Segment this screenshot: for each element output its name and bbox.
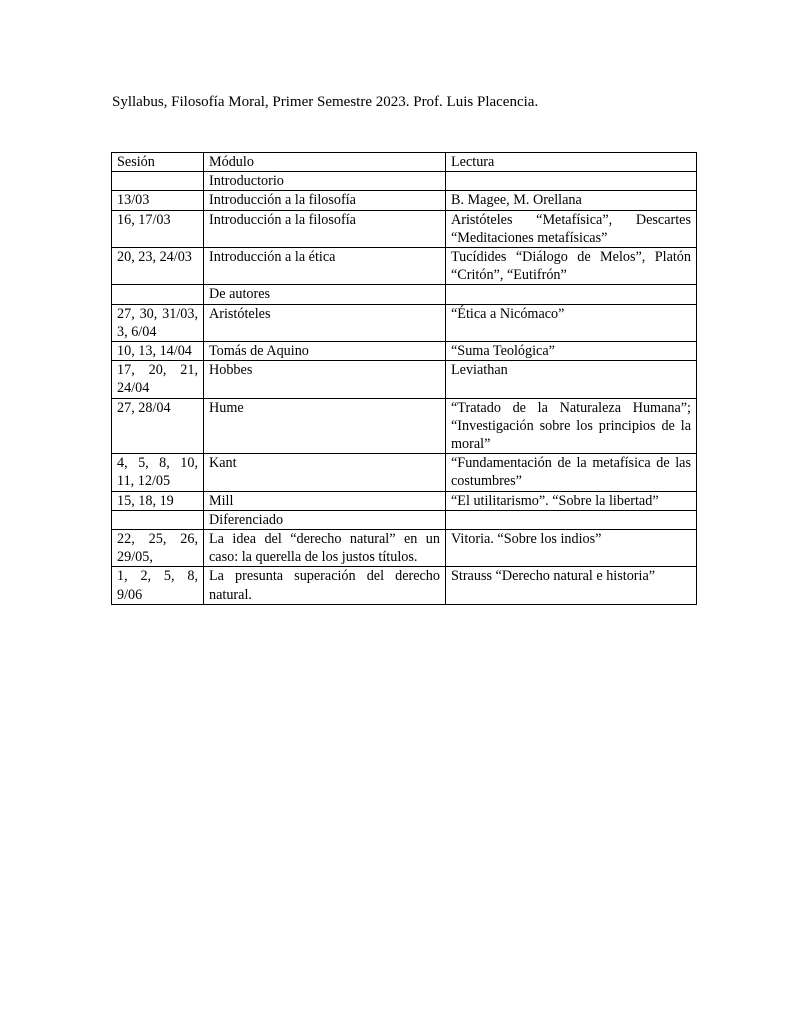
header-modulo: Módulo <box>204 153 446 172</box>
cell-modulo: Hume <box>204 398 446 454</box>
cell-modulo: La idea del “derecho natural” en un caso: la querella de los justos títulos. <box>204 530 446 567</box>
cell-modulo: Mill <box>204 491 446 510</box>
cell-lectura: “Tratado de la Naturaleza Humana”; “Investigación sobre los principios de la moral” <box>446 398 697 454</box>
table-row <box>112 172 697 191</box>
cell-lectura: “El utilitarismo”. “Sobre la libertad” <box>446 491 697 510</box>
cell-sesion: 4, 5, 8, 10, 11, 12/05 <box>112 454 204 491</box>
syllabus-table <box>111 152 697 605</box>
cell-lectura: Leviathan <box>446 361 697 398</box>
table-row <box>112 398 697 454</box>
cell-lectura <box>446 172 697 191</box>
table-row <box>112 304 697 341</box>
cell-sesion: 10, 13, 14/04 <box>112 342 204 361</box>
table-row <box>112 191 697 210</box>
cell-lectura: “Suma Teológica” <box>446 342 697 361</box>
cell-sesion: 27, 28/04 <box>112 398 204 454</box>
cell-lectura <box>446 510 697 529</box>
cell-sesion: 16, 17/03 <box>112 210 204 247</box>
table-row <box>112 491 697 510</box>
cell-modulo: Tomás de Aquino <box>204 342 446 361</box>
table-row <box>112 530 697 567</box>
cell-sesion: 13/03 <box>112 191 204 210</box>
cell-sesion: 15, 18, 19 <box>112 491 204 510</box>
cell-modulo: Diferenciado <box>204 510 446 529</box>
cell-lectura: Strauss “Derecho natural e historia” <box>446 567 697 604</box>
cell-lectura: Tucídides “Diálogo de Melos”, Platón “Critón”, “Eutifrón” <box>446 248 697 285</box>
cell-sesion <box>112 172 204 191</box>
cell-modulo: Introducción a la filosofía <box>204 210 446 247</box>
cell-modulo: Kant <box>204 454 446 491</box>
cell-lectura: “Ética a Nicómaco” <box>446 304 697 341</box>
table-row <box>112 567 697 604</box>
cell-sesion: 17, 20, 21, 24/04 <box>112 361 204 398</box>
cell-lectura: B. Magee, M. Orellana <box>446 191 697 210</box>
cell-sesion <box>112 285 204 304</box>
table-row <box>112 248 697 285</box>
cell-sesion: 22, 25, 26, 29/05, <box>112 530 204 567</box>
table-row <box>112 285 697 304</box>
cell-modulo: De autores <box>204 285 446 304</box>
table-row <box>112 510 697 529</box>
cell-modulo: Hobbes <box>204 361 446 398</box>
cell-sesion: 27, 30, 31/03, 3, 6/04 <box>112 304 204 341</box>
cell-lectura: Vitoria. “Sobre los indios” <box>446 530 697 567</box>
table-row <box>112 454 697 491</box>
table-row <box>112 342 697 361</box>
cell-lectura <box>446 285 697 304</box>
cell-sesion: 1, 2, 5, 8, 9/06 <box>112 567 204 604</box>
cell-modulo: La presunta superación del derecho natural. <box>204 567 446 604</box>
cell-sesion <box>112 510 204 529</box>
cell-lectura: Aristóteles “Metafísica”, Descartes “Meditaciones metafísicas” <box>446 210 697 247</box>
document-title: Syllabus, Filosofía Moral, Primer Semestre 2023. Prof. Luis Placencia. <box>112 94 539 110</box>
cell-modulo: Aristóteles <box>204 304 446 341</box>
cell-modulo: Introducción a la filosofía <box>204 191 446 210</box>
cell-modulo: Introducción a la ética <box>204 248 446 285</box>
cell-lectura: “Fundamentación de la metafísica de las costumbres” <box>446 454 697 491</box>
table-header-row <box>112 153 697 172</box>
cell-modulo: Introductorio <box>204 172 446 191</box>
table-row <box>112 361 697 398</box>
table-row <box>112 210 697 247</box>
header-sesion: Sesión <box>112 153 204 172</box>
cell-sesion: 20, 23, 24/03 <box>112 248 204 285</box>
header-lectura: Lectura <box>446 153 697 172</box>
